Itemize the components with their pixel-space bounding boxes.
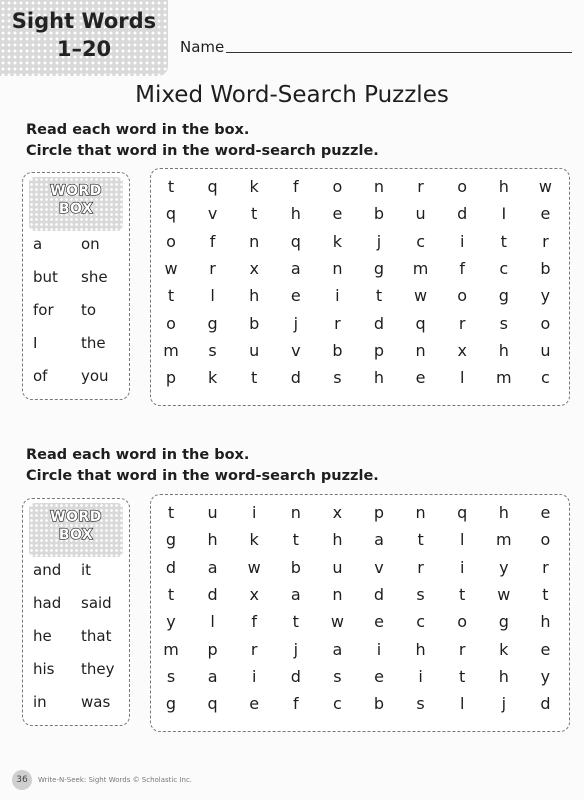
grid-letter[interactable]: k [207, 368, 218, 388]
grid-letter[interactable]: b [332, 340, 343, 360]
grid-letter[interactable]: b [540, 258, 551, 278]
word-box-word: and [33, 561, 62, 579]
word-box-word: it [81, 561, 92, 579]
grid-letter[interactable]: r [417, 177, 424, 196]
page-title: Mixed Word-Search Puzzles [135, 82, 449, 108]
grid-letter[interactable]: d [373, 584, 385, 604]
grid-letter[interactable]: i [376, 639, 382, 659]
grid-letter[interactable]: k [332, 231, 343, 251]
word-box-word: on [81, 235, 100, 253]
instruction-line: Circle that word in the word-search puzzle. [26, 468, 379, 484]
word-box-word: to [81, 301, 97, 319]
grid-letter[interactable]: h [249, 286, 260, 306]
grid-letter[interactable]: y [540, 286, 551, 306]
grid-letter[interactable]: s [416, 694, 425, 714]
grid-letter[interactable]: d [540, 694, 551, 714]
grid-letter[interactable]: k [499, 639, 509, 659]
grid-letter[interactable]: m [163, 340, 179, 360]
grid-letter[interactable]: t [292, 530, 299, 550]
word-box-word: she [81, 268, 108, 286]
grid-letter[interactable]: h [540, 612, 551, 632]
grid-letter[interactable]: k [249, 530, 259, 550]
grid-letter[interactable]: q [165, 204, 177, 224]
grid-letter[interactable]: c [332, 694, 342, 714]
word-box-word: but [33, 268, 58, 286]
grid-letter[interactable]: r [542, 231, 549, 251]
grid-letter[interactable]: j [293, 313, 299, 333]
word-box-word: said [81, 594, 112, 612]
grid-letter[interactable]: g [207, 313, 218, 333]
grid-letter[interactable]: i [459, 231, 465, 251]
grid-letter[interactable]: l [459, 368, 465, 388]
grid-letter[interactable]: i [418, 666, 423, 686]
grid-letter[interactable]: h [207, 530, 218, 550]
grid-letter[interactable]: x [249, 584, 259, 604]
grid-letter[interactable]: l [459, 530, 465, 550]
grid-letter[interactable]: f [292, 177, 299, 196]
grid-letter[interactable]: r [458, 313, 466, 333]
instructions-1 [26, 120, 379, 162]
grid-letter[interactable]: m [412, 258, 429, 278]
grid-letter[interactable]: y [166, 612, 176, 632]
grid-letter[interactable]: x [332, 503, 343, 522]
word-box-header [29, 503, 123, 557]
grid-letter[interactable]: r [542, 557, 549, 577]
grid-letter[interactable]: u [332, 557, 343, 577]
grid-letter[interactable]: o [166, 231, 176, 251]
grid-letter[interactable]: b [373, 694, 385, 714]
grid-letter[interactable]: o [457, 286, 468, 306]
word-box-word: that [81, 627, 112, 645]
grid-letter[interactable]: p [207, 639, 218, 659]
word-box-title: BOX [58, 527, 94, 543]
word-box-word: you [81, 367, 109, 385]
grid-letter[interactable]: s [333, 368, 342, 388]
grid-letter[interactable]: v [374, 557, 384, 577]
grid-letter[interactable]: t [167, 584, 175, 604]
grid-letter[interactable]: t [542, 584, 549, 604]
grid-letter[interactable]: h [498, 177, 509, 196]
word-box-word: of [33, 367, 48, 385]
word-box-word: the [81, 334, 106, 352]
grid-letter[interactable]: t [459, 666, 466, 686]
grid-letter[interactable]: s [499, 313, 508, 333]
grid-letter[interactable]: o [540, 313, 551, 333]
grid-letter[interactable]: t [417, 530, 424, 550]
grid-letter[interactable]: I [501, 204, 507, 224]
grid-letter[interactable]: u [249, 340, 260, 360]
grid-letter[interactable]: o [457, 612, 468, 632]
grid-letter[interactable]: x [249, 258, 259, 278]
grid-letter[interactable]: a [207, 666, 218, 686]
grid-letter[interactable]: w [414, 286, 428, 306]
grid-letter[interactable]: h [415, 639, 426, 659]
grid-letter[interactable]: e [290, 286, 301, 306]
grid-letter[interactable]: a [332, 639, 343, 659]
word-box-word: was [81, 693, 111, 711]
word-box-title: WORD [50, 509, 102, 525]
grid-letter[interactable]: s [333, 666, 342, 686]
grid-letter[interactable]: t [167, 503, 175, 522]
grid-letter[interactable]: c [416, 612, 425, 632]
word-box-word: in [33, 693, 47, 711]
grid-letter[interactable]: h [332, 530, 343, 550]
grid-letter[interactable]: d [207, 584, 218, 604]
grid-letter[interactable]: v [291, 340, 301, 360]
grid-letter[interactable]: i [459, 557, 465, 577]
grid-letter[interactable]: h [498, 666, 509, 686]
grid-letter[interactable]: j [501, 694, 507, 714]
grid-letter[interactable]: n [415, 503, 426, 522]
grid-letter[interactable]: l [210, 612, 215, 632]
grid-letter[interactable]: d [457, 204, 468, 224]
grid-letter[interactable]: h [290, 204, 301, 224]
grid-letter[interactable]: x [457, 340, 467, 360]
word-box-word: I [33, 334, 38, 352]
grid-letter[interactable]: r [458, 639, 466, 659]
grid-letter[interactable]: g [498, 286, 509, 306]
grid-letter[interactable]: d [373, 313, 385, 333]
grid-letter[interactable]: t [251, 204, 258, 224]
instruction-line: Circle that word in the word-search puzzle. [26, 143, 379, 159]
word-box-header [29, 177, 123, 231]
corner-title-line1: Sight Words [11, 9, 157, 33]
grid-letter[interactable]: n [332, 584, 343, 604]
grid-letter[interactable]: v [207, 204, 218, 224]
grid-letter[interactable]: b [290, 557, 301, 577]
grid-letter[interactable]: o [540, 530, 551, 550]
grid-letter[interactable]: a [374, 530, 384, 550]
grid-letter[interactable]: e [374, 612, 384, 632]
grid-letter[interactable]: i [251, 503, 257, 522]
grid-letter[interactable]: l [459, 694, 465, 714]
grid-letter[interactable]: n [373, 177, 385, 196]
grid-letter[interactable]: n [290, 503, 301, 522]
grid-letter[interactable]: u [540, 340, 551, 360]
word-box-word: a [33, 235, 43, 253]
word-box-word: they [81, 660, 115, 678]
grid-letter[interactable]: f [209, 231, 216, 251]
word-box-1 [22, 172, 130, 400]
grid-letter[interactable]: e [540, 204, 551, 224]
word-box-2 [22, 498, 130, 726]
grid-letter[interactable]: p [165, 368, 177, 388]
grid-letter[interactable]: f [292, 694, 299, 714]
grid-letter[interactable]: u [415, 204, 426, 224]
grid-letter[interactable]: n [332, 258, 343, 278]
name-label: Name [180, 38, 225, 56]
grid-letter[interactable]: q [207, 694, 218, 714]
grid-letter[interactable]: c [499, 258, 509, 278]
grid-letter[interactable]: s [416, 584, 425, 604]
grid-letter[interactable]: j [293, 639, 299, 659]
grid-letter[interactable]: o [457, 177, 468, 196]
grid-letter[interactable]: t [375, 286, 383, 306]
grid-letter[interactable]: r [250, 639, 258, 659]
grid-letter[interactable]: e [332, 204, 343, 224]
grid-letter[interactable]: l [210, 286, 215, 306]
grid-letter[interactable]: w [330, 612, 344, 632]
grid-letter[interactable]: w [538, 177, 552, 196]
grid-letter[interactable]: t [292, 612, 299, 632]
grid-letter[interactable]: a [290, 584, 301, 604]
grid-letter[interactable]: f [251, 612, 257, 632]
grid-letter[interactable]: a [207, 557, 218, 577]
instruction-line: Read each word in the box. [26, 447, 250, 463]
grid-letter[interactable]: n [415, 340, 426, 360]
grid-letter[interactable]: g [165, 530, 177, 550]
word-box-title: BOX [58, 201, 94, 217]
grid-letter[interactable]: s [208, 340, 217, 360]
grid-letter[interactable]: t [251, 368, 258, 388]
word-search-grid-2 [150, 494, 570, 732]
grid-letter[interactable]: d [165, 557, 177, 577]
instructions-2 [26, 445, 379, 487]
grid-letter[interactable]: q [290, 231, 301, 251]
grid-letter[interactable]: r [417, 557, 424, 577]
grid-letter[interactable]: e [540, 503, 551, 522]
word-box-word: he [33, 627, 52, 645]
grid-letter[interactable]: r [334, 313, 341, 333]
grid-letter[interactable]: q [457, 503, 468, 522]
grid-letter[interactable]: g [165, 694, 177, 714]
word-search-grid-1 [150, 168, 570, 406]
grid-letter[interactable]: h [498, 503, 509, 522]
footer-credit: Write-N-Seek: Sight Words © Scholastic Inc. [38, 776, 193, 784]
grid-letter[interactable]: n [249, 231, 260, 251]
instruction-line: Read each word in the box. [26, 122, 250, 138]
grid-letter[interactable]: o [166, 313, 176, 333]
grid-letter[interactable]: m [496, 530, 512, 550]
grid-letter[interactable]: s [166, 666, 176, 686]
page-number: 36 [12, 770, 32, 790]
word-box-word: had [33, 594, 62, 612]
grid-letter[interactable]: i [251, 666, 257, 686]
grid-letter[interactable]: b [373, 204, 385, 224]
grid-letter[interactable]: i [335, 286, 340, 306]
corner-label [0, 0, 168, 76]
grid-letter[interactable]: w [497, 584, 511, 604]
grid-letter[interactable]: y [499, 557, 509, 577]
grid-letter[interactable]: p [373, 503, 385, 522]
word-box-word: his [33, 660, 55, 678]
grid-letter[interactable]: w [247, 557, 261, 577]
grid-letter[interactable]: u [207, 503, 218, 522]
grid-letter[interactable]: d [290, 666, 301, 686]
grid-letter[interactable]: t [167, 286, 175, 306]
grid-letter[interactable]: c [416, 231, 425, 251]
grid-letter[interactable]: t [500, 231, 507, 251]
grid-letter[interactable]: e [374, 666, 384, 686]
grid-letter[interactable]: q [415, 313, 426, 333]
grid-letter[interactable]: y [540, 666, 551, 686]
grid-letter[interactable]: a [290, 258, 301, 278]
grid-letter[interactable]: b [249, 313, 260, 333]
name-line [226, 52, 572, 53]
grid-letter[interactable]: e [415, 368, 426, 388]
grid-letter[interactable]: m [496, 368, 512, 388]
grid-letter[interactable]: o [332, 177, 343, 196]
grid-letter[interactable]: q [207, 177, 218, 196]
grid-letter[interactable]: f [459, 258, 465, 278]
grid-letter[interactable]: e [540, 639, 551, 659]
grid-letter[interactable]: g [373, 258, 385, 278]
corner-title-line2: 1–20 [56, 37, 112, 61]
grid-letter[interactable]: j [376, 231, 382, 251]
grid-letter[interactable]: k [249, 177, 259, 196]
grid-letter[interactable]: h [373, 368, 385, 388]
grid-letter[interactable]: d [290, 368, 301, 388]
grid-letter[interactable]: t [167, 177, 175, 196]
grid-letter[interactable]: h [498, 340, 509, 360]
word-box-title: WORD [50, 183, 102, 199]
grid-letter[interactable]: p [373, 340, 385, 360]
grid-letter[interactable]: r [209, 258, 216, 278]
grid-letter[interactable]: c [540, 368, 550, 388]
grid-letter[interactable]: w [164, 258, 178, 278]
word-box-word: for [33, 301, 54, 319]
grid-letter[interactable]: e [249, 694, 260, 714]
grid-letter[interactable]: m [163, 639, 179, 659]
grid-letter[interactable]: g [498, 612, 509, 632]
grid-letter[interactable]: t [459, 584, 466, 604]
